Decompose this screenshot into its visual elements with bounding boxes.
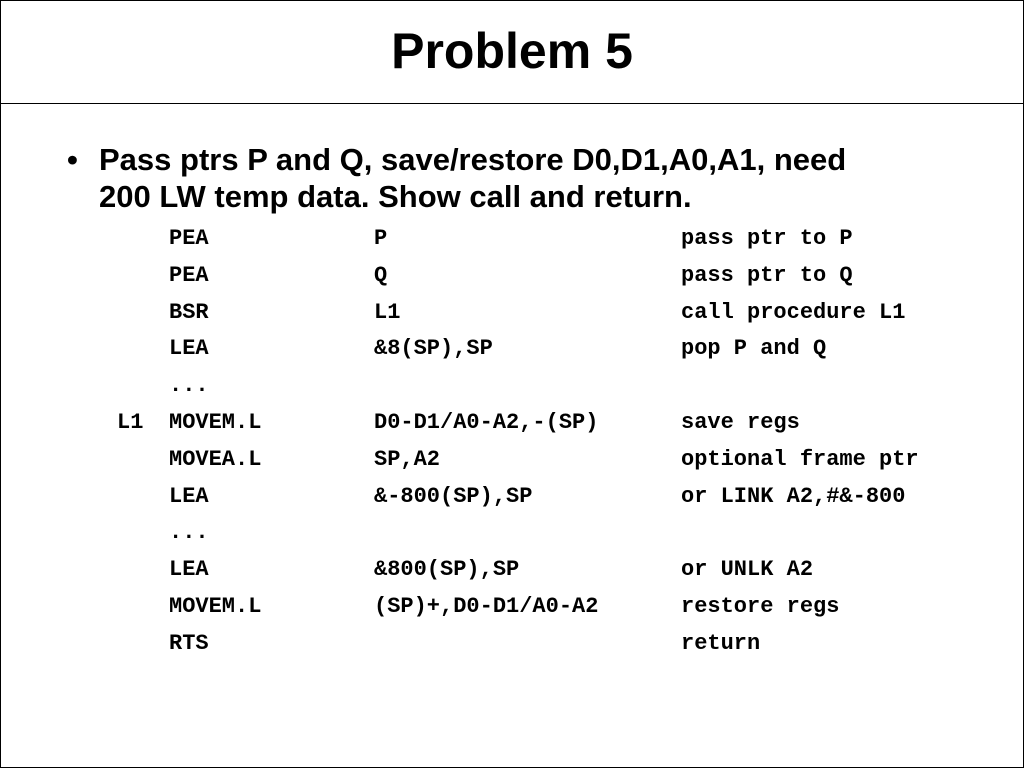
- code-opcode: RTS: [169, 630, 209, 656]
- code-opcode: LEA: [169, 336, 209, 362]
- code-operand: L1: [374, 299, 401, 325]
- code-label: L1: [117, 409, 144, 435]
- code-line: [1, 479, 1023, 516]
- code-line: [1, 626, 1023, 663]
- code-opcode: MOVEM.L: [169, 593, 262, 619]
- code-operand: SP,A2: [374, 446, 441, 472]
- code-opcode: PEA: [169, 226, 209, 251]
- bullet-line-2: 200 LW temp data. Show call and return.: [99, 179, 692, 214]
- code-opcode: MOVEA.L: [169, 446, 262, 472]
- code-opcode: BSR: [169, 299, 209, 325]
- code-line: [1, 331, 1023, 368]
- code-operand: &800(SP),SP: [374, 557, 520, 583]
- slide-title: Problem 5: [391, 23, 633, 79]
- code-operand: &-800(SP),SP: [374, 483, 533, 509]
- code-operand: &8(SP),SP: [374, 336, 493, 362]
- code-opcode: LEA: [169, 483, 209, 509]
- code-line: [1, 589, 1023, 626]
- code-opcode: MOVEM.L: [169, 409, 262, 435]
- code-line: [1, 221, 1023, 258]
- code-line: [1, 552, 1023, 589]
- code-comment: restore regs: [681, 593, 840, 619]
- title-bar: [1, 1, 1023, 104]
- bullet-marker: •: [67, 142, 78, 177]
- code-comment: pass ptr to P: [681, 226, 853, 251]
- code-line: [1, 368, 1023, 405]
- code-comment: save regs: [681, 409, 800, 435]
- bullet-line-1: Pass ptrs P and Q, save/restore D0,D1,A0,A1, need: [99, 142, 847, 177]
- code-comment: call procedure L1: [681, 299, 906, 325]
- code-operand: Q: [374, 262, 388, 288]
- code-comment: pop P and Q: [681, 336, 827, 362]
- code-comment: pass ptr to Q: [681, 262, 853, 288]
- code-comment: optional frame ptr: [681, 446, 919, 472]
- assembly-code-listing: [1, 221, 1023, 663]
- bullet-point: [67, 141, 967, 215]
- code-operand: (SP)+,D0-D1/A0-A2: [374, 593, 599, 619]
- code-opcode: ...: [169, 373, 209, 399]
- bullet-text: [99, 141, 846, 215]
- code-comment: return: [681, 630, 761, 656]
- code-opcode: PEA: [169, 262, 209, 288]
- code-line: [1, 515, 1023, 552]
- code-line: [1, 442, 1023, 479]
- code-line: [1, 405, 1023, 442]
- code-opcode: LEA: [169, 557, 209, 583]
- code-comment: or LINK A2,#&-800: [681, 483, 906, 509]
- code-line: [1, 295, 1023, 332]
- code-comment: or UNLK A2: [681, 557, 814, 583]
- code-line: [1, 258, 1023, 295]
- code-operand: D0-D1/A0-A2,-(SP): [374, 409, 599, 435]
- code-operand: P: [374, 226, 388, 251]
- code-opcode: ...: [169, 520, 209, 546]
